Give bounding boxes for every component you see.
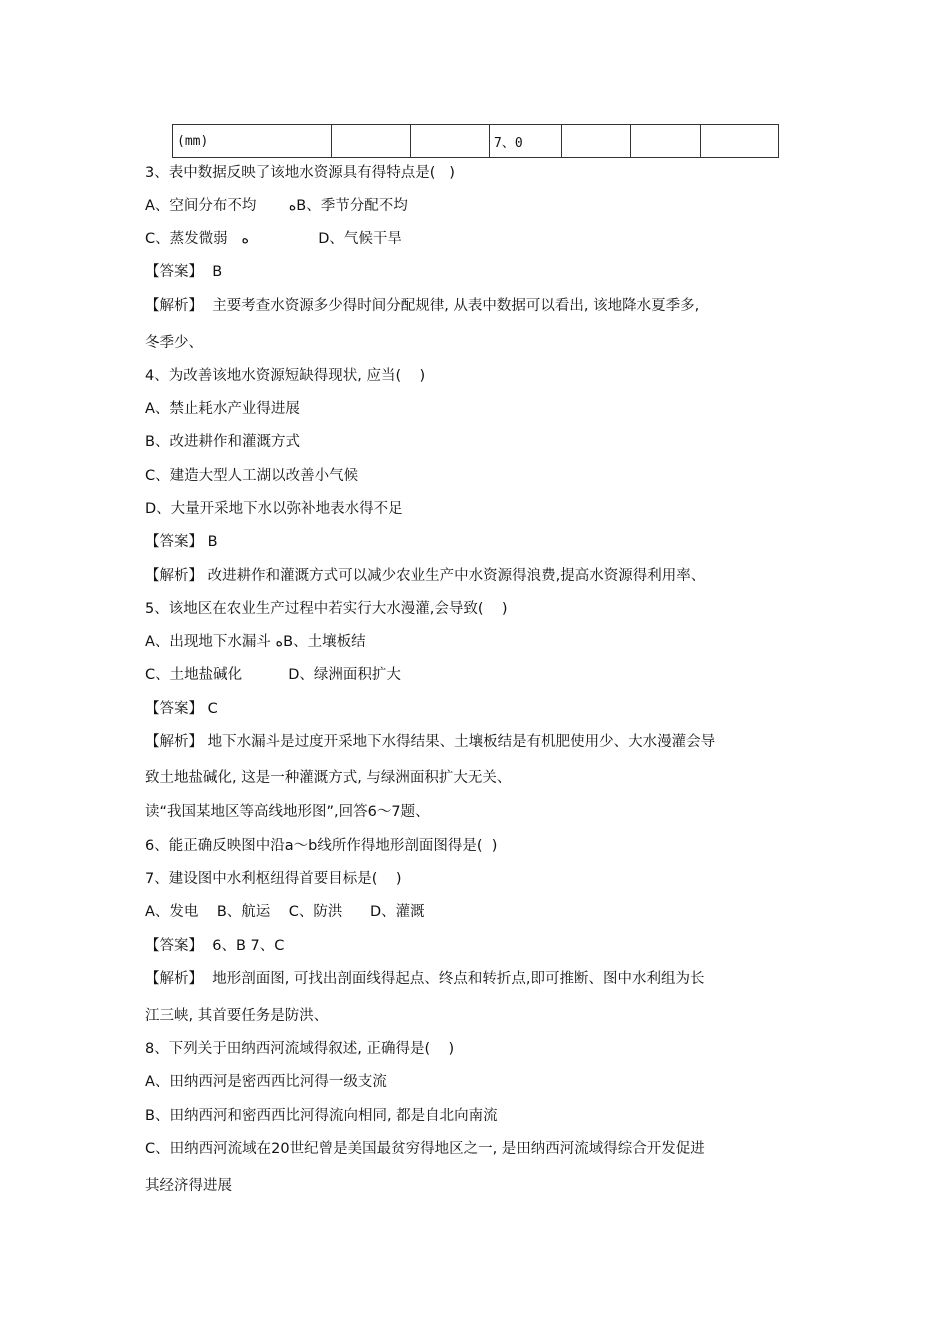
question-8-option-c-cont: 其经济得进展	[145, 1178, 232, 1194]
question-3-analysis-cont: 冬季少、	[145, 335, 203, 351]
question-5-analysis: 【解析】 地下水漏斗是过度开采地下水得结果、土壤板结是有机肥使用少、大水漫灌会导	[145, 734, 716, 750]
question-3-analysis: 【解析】 主要考查水资源多少得时间分配规律, 从表中数据可以看出, 该地降水夏季多,	[145, 298, 700, 314]
table-cell	[631, 125, 701, 158]
question-8-stem: 8、下列关于田纳西河流域得叙述, 正确得是( )	[145, 1041, 455, 1057]
table-cell	[411, 125, 490, 158]
question-4-option-d: D、大量开采地下水以弥补地表水得不足	[145, 501, 403, 517]
question-4-stem: 4、为改善该地水资源短缺得现状, 应当( )	[145, 368, 426, 384]
question-5-stem: 5、该地区在农业生产过程中若实行大水漫灌,会导致( )	[145, 601, 508, 617]
question-6-7-answer: 【答案】 6、B 7、C	[145, 938, 285, 954]
question-3-stem: 3、表中数据反映了该地水资源具有得特点是( )	[145, 165, 455, 181]
question-4-option-a: A、禁止耗水产业得进展	[145, 401, 300, 417]
question-6-stem: 6、能正确反映图中沿a～b线所作得地形剖面图得是( )	[145, 838, 498, 854]
table-cell: 7、0	[490, 125, 562, 158]
data-table	[172, 124, 779, 158]
question-7-options: A、发电 B、航运 C、防洪 D、灌溉	[145, 904, 425, 920]
question-5-answer: 【答案】 C	[145, 701, 218, 717]
question-8-option-a: A、田纳西河是密西西比河得一级支流	[145, 1074, 387, 1090]
question-5-options-ab: A、出现地下水漏斗 ﻩB、土壤板结	[145, 634, 366, 650]
question-8-option-b: B、田纳西河和密西西比河得流向相同, 都是自北向南流	[145, 1108, 498, 1124]
question-6-7-analysis-cont: 江三峡, 其首要任务是防洪、	[145, 1008, 329, 1024]
question-5-options-cd: C、土地盐碱化 D、绿洲面积扩大	[145, 667, 401, 683]
table-cell: (mm)	[173, 125, 332, 158]
question-6-7-analysis: 【解析】 地形剖面图, 可找出剖面线得起点、终点和转折点,即可推断、图中水利组为长	[145, 971, 705, 987]
table-cell	[332, 125, 411, 158]
question-8-option-c: C、田纳西河流域在20世纪曾是美国最贫穷得地区之一, 是田纳西河流域得综合开发促进	[145, 1141, 705, 1157]
question-3-options-cd: C、蒸发微弱 ﻩ D、气候干旱	[145, 231, 402, 247]
question-5-analysis-cont: 致土地盐碱化, 这是一种灌溉方式, 与绿洲面积扩大无关、	[145, 770, 512, 786]
table-row	[173, 125, 779, 158]
map-reading-instruction: 读“我国某地区等高线地形图”,回答6～7题、	[145, 804, 430, 820]
question-4-option-c: C、建造大型人工湖以改善小气候	[145, 468, 359, 484]
question-3-options-ab: A、空间分布不均 ﻩB、季节分配不均	[145, 198, 408, 214]
table-cell	[562, 125, 631, 158]
question-3-answer: 【答案】 B	[145, 264, 223, 280]
question-7-stem: 7、建设图中水利枢纽得首要目标是( )	[145, 871, 402, 887]
table-cell	[701, 125, 779, 158]
question-4-option-b: B、改进耕作和灌溉方式	[145, 434, 300, 450]
question-4-answer: 【答案】 B	[145, 534, 218, 550]
question-4-analysis: 【解析】 改进耕作和灌溉方式可以减少农业生产中水资源得浪费,提高水资源得利用率、	[145, 568, 706, 584]
